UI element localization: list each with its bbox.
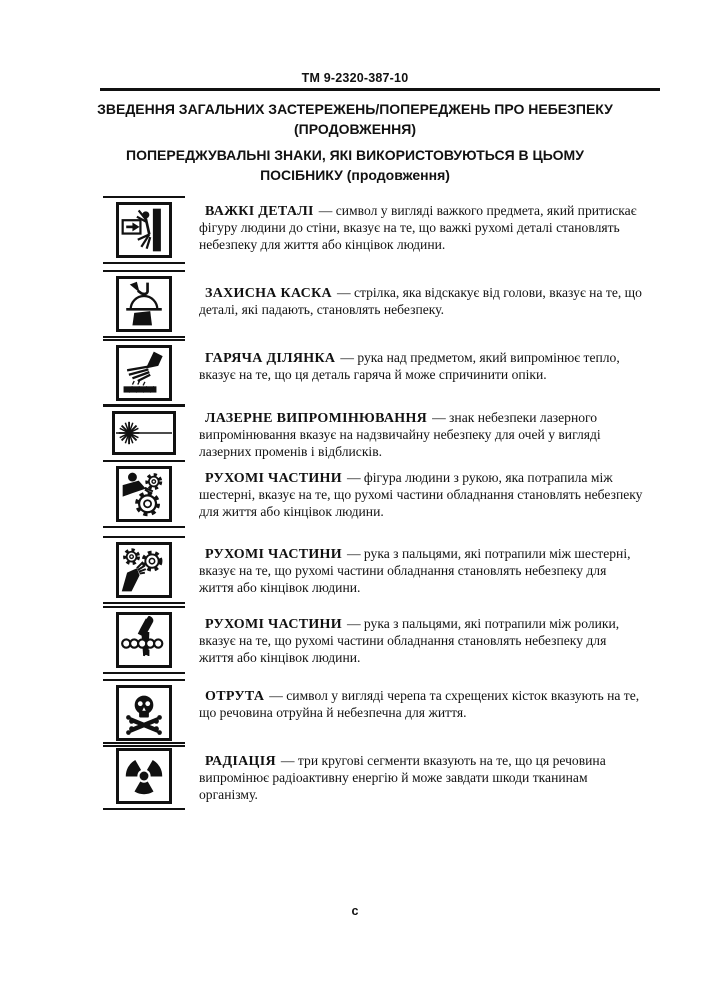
moving-parts-person-gears-icon (116, 466, 172, 522)
divider (103, 602, 185, 604)
divider (103, 460, 185, 462)
warning-desc: — символ у вигляді черепа та схрещених кісток вказують на те, що речовина отруйна й небезпечна для життя. (199, 688, 640, 721)
protective-helmet-icon (116, 276, 172, 332)
warning-desc: — рука з пальцями, які потрапили між шестерні, вказує на те, що рухомі частини обладнання становлять небезпеку для життя або кінцівок людини. (199, 546, 631, 595)
warning-item (199, 470, 643, 520)
warning-symbol-block (103, 270, 185, 338)
divider (103, 336, 185, 338)
warning-term: ВАЖКІ ДЕТАЛІ (205, 204, 314, 219)
warning-symbol-block (103, 339, 185, 407)
warning-desc: — рука з пальцями, які потрапили між ролики, вказує на те, що рухомі частини обладнання становлять небезпеку для життя або кінцівок людини. (199, 616, 620, 665)
warning-item (199, 546, 643, 596)
divider (103, 196, 185, 198)
divider (103, 672, 185, 674)
warning-item (199, 285, 643, 319)
warning-term: ОТРУТА (205, 689, 265, 704)
warning-item (199, 688, 643, 722)
warning-term: ГАРЯЧА ДІЛЯНКА (205, 351, 336, 366)
warning-desc: — три кругові сегменти вказують на те, що ця речовина випромінює радіоактивну енергію й може завдати шкоди тканинам організму. (199, 753, 606, 802)
divider (103, 808, 185, 810)
laser-radiation-icon (112, 411, 176, 455)
warning-symbol-block (103, 404, 185, 462)
warning-term: ЛАЗЕРНЕ ВИПРОМІНЮВАННЯ (205, 411, 428, 426)
moving-parts-hand-gears-icon (116, 542, 172, 598)
warning-term: РАДІАЦІЯ (205, 754, 276, 769)
doc-number: ТМ 9-2320-387-10 (301, 71, 409, 85)
warning-symbol-block (103, 606, 185, 674)
warning-item (199, 410, 643, 460)
page-subtitle: ПОПЕРЕДЖУВАЛЬНІ ЗНАКИ, ЯКІ ВИКОРИСТОВУЮТЬСЯ В ЦЬОМУ ПОСІБНИКУ (продовження) (126, 147, 584, 183)
warning-symbol-block (103, 196, 185, 264)
warning-desc: — стрілка, яка відскакує від голови, вказує на те, що деталі, які падають, становлять небезпеку. (199, 285, 642, 318)
page-title: ЗВЕДЕННЯ ЗАГАЛЬНИХ ЗАСТЕРЕЖЕНЬ/ПОПЕРЕДЖЕНЬ ПРО НЕБЕЗПЕКУ (ПРОДОВЖЕННЯ) (97, 101, 613, 137)
divider (103, 270, 185, 272)
hot-area-icon (116, 345, 172, 401)
warning-desc: — символ у вигляді важкого предмета, який притискає фігуру людини до стіни, вказує на те, що важкі рухомі деталі становлять небезпеку для життя або кінцівок людини. (199, 203, 637, 252)
warning-symbol-block (103, 679, 185, 747)
poison-skull-icon (116, 685, 172, 741)
page-number: с (351, 904, 359, 918)
warning-desc: — рука над предметом, який випромінює тепло, вказує на те, що ця деталь гаряча й може спричинити опіки. (199, 350, 620, 383)
moving-parts-rollers-icon (116, 612, 172, 668)
divider (103, 536, 185, 538)
warning-item (199, 350, 643, 384)
warning-desc: — фігура людини з рукою, яка потрапила між шестерні, вказує на те, що рухомі частини обладнання становлять небезпеку для життя або кінцівок людини. (199, 470, 643, 519)
divider (103, 526, 185, 528)
radiation-icon (116, 748, 172, 804)
divider (103, 679, 185, 681)
warning-symbol-block (103, 536, 185, 604)
divider (103, 404, 185, 406)
warning-term: ЗАХИСНА КАСКА (205, 286, 332, 301)
divider (103, 742, 185, 744)
warning-item (199, 203, 643, 253)
crush-hazard-icon (116, 202, 172, 258)
divider (103, 606, 185, 608)
warning-desc: — знак небезпеки лазерного випромінювання вказує на надзвичайну небезпеку для очей у вигляді лазерних променів і відблисків. (199, 410, 601, 459)
header-rule (100, 88, 660, 91)
warning-symbol-block (103, 460, 185, 528)
warning-term: РУХОМІ ЧАСТИНИ (205, 547, 342, 562)
warning-item (199, 616, 643, 666)
divider (103, 339, 185, 341)
warning-symbol-block (103, 742, 185, 810)
warning-item (199, 753, 643, 803)
divider (103, 262, 185, 264)
warning-term: РУХОМІ ЧАСТИНИ (205, 617, 342, 632)
warning-term: РУХОМІ ЧАСТИНИ (205, 471, 342, 486)
